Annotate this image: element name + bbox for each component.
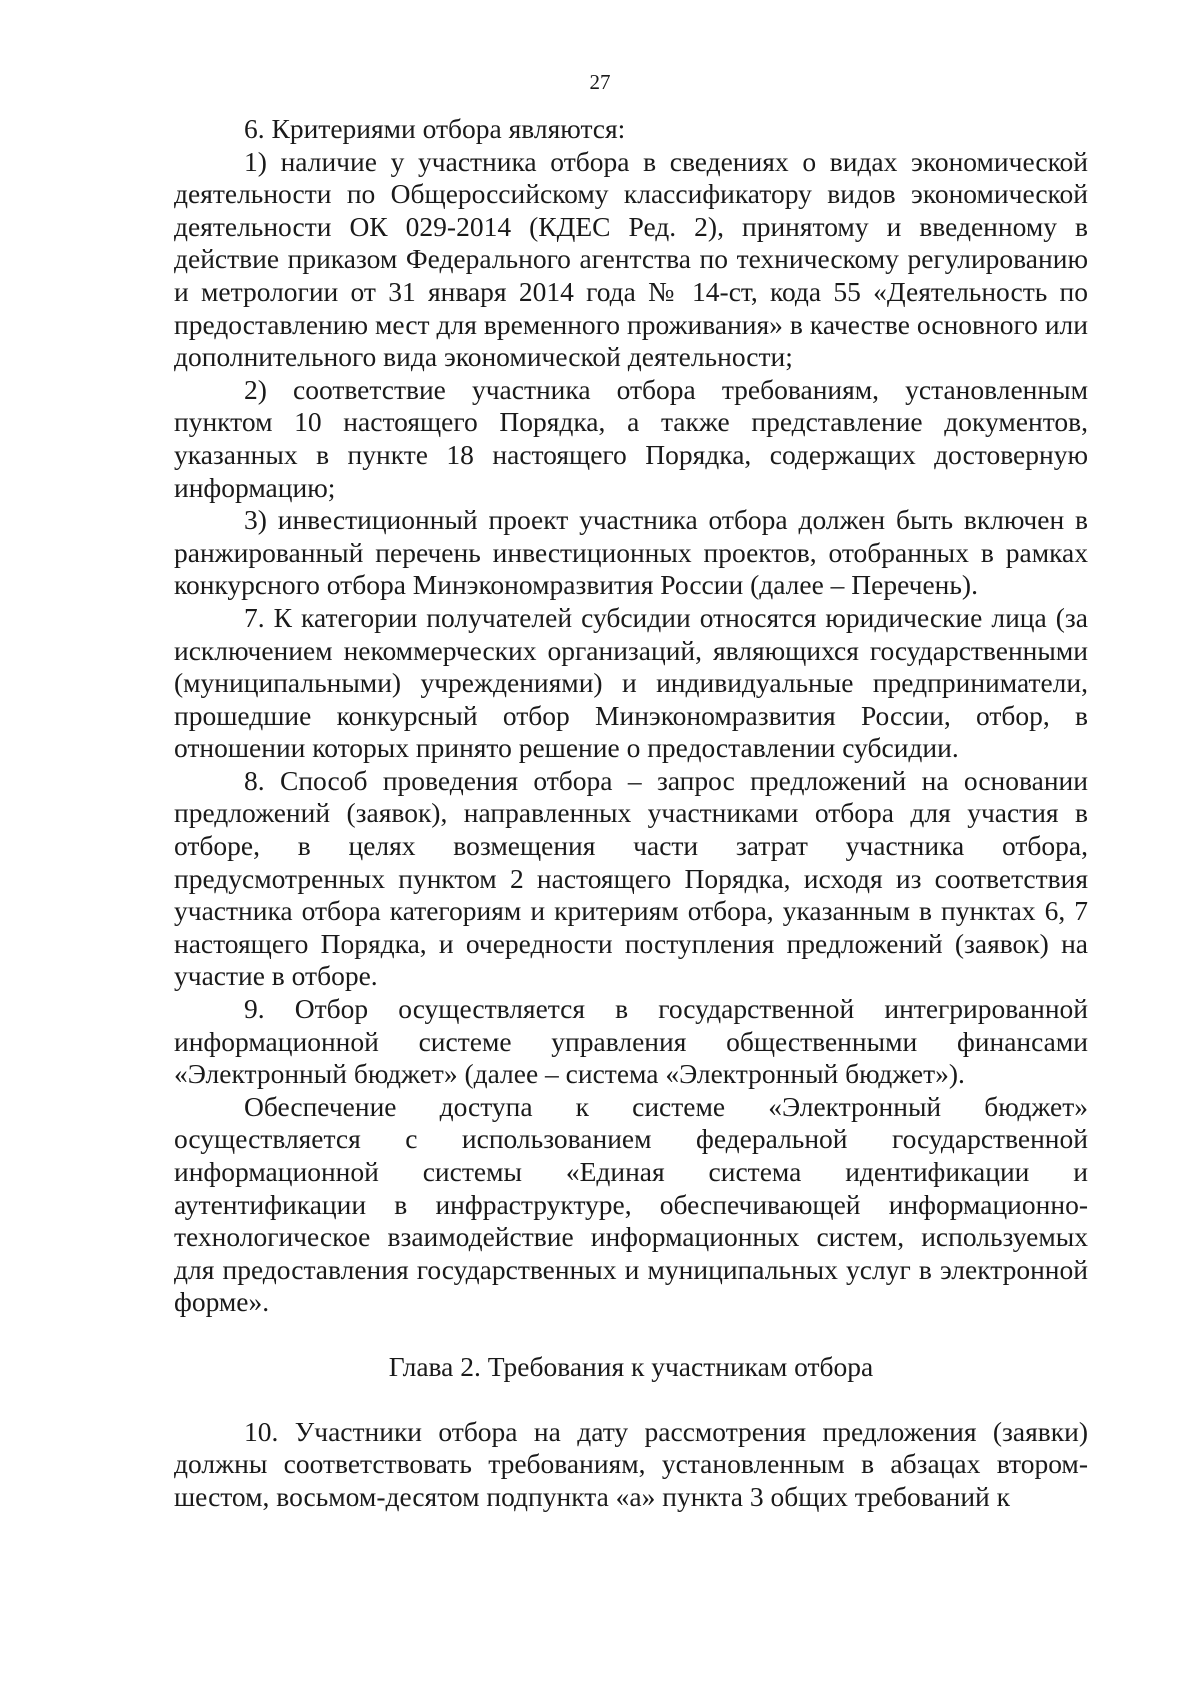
paragraph-item-7: 7. К категории получателей субсидии относятся юридические лица (за исключением некоммерческих организаций, являющихся государственными (муниципальными) учреждениями) и индивидуальные предприниматели, прошедшие конкурсный отбор Минэкономразвития России, отбор, в отношении которых принято решение о предоставлении субсидии. xyxy=(174,601,1088,764)
paragraph-criterion-1: 1) наличие у участника отбора в сведениях о видах экономической деятельности по Общероссийскому классификатору видов экономической деятельности ОК 029-2014 (КДЕС Ред. 2), принятому и введенному в действие приказом Федерального агентства по техническому регулированию и метрологии от 31 января 2014 года № 14-ст, кода 55 «Деятельность по предоставлению мест для временного проживания» в качестве основного или дополнительного вида экономической деятельности; xyxy=(174,145,1088,373)
chapter-heading: Глава 2. Требования к участникам отбора xyxy=(388,1350,874,1382)
paragraph-item-10: 10. Участники отбора на дату рассмотрения предложения (заявки) должны соответствовать требованиям, установленным в абзацах втором-шестом, восьмом-десятом подпункта «а» пункта 3 общих требований к xyxy=(174,1415,1088,1512)
paragraph-access-provision: Обеспечение доступа к системе «Электронный бюджет» осуществляется с использованием федеральной государственной информационной системы «Единая система идентификации и аутентификации в инфраструктуре, обеспечивающей информационно-технологическое взаимодействие информационных систем, используемых для предоставления государственных и муниципальных услуг в электронной форме». xyxy=(174,1090,1088,1318)
paragraph-criterion-2: 2) соответствие участника отбора требованиям, установленным пунктом 10 настоящего Порядка, а также представление документов, указанных в пункте 18 настоящего Порядка, содержащих достоверную информацию; xyxy=(174,373,1088,503)
paragraph-item-9: 9. Отбор осуществляется в государственной интегрированной информационной системе управления общественными финансами «Электронный бюджет» (далее – система «Электронный бюджет»). xyxy=(174,993,1088,1090)
paragraph-criterion-3: 3) инвестиционный проект участника отбора должен быть включен в ранжированный перечень инвестиционных проектов, отобранных в рамках конкурсного отбора Минэкономразвития России (далее – Перечень). xyxy=(174,504,1088,601)
page-number: 27 xyxy=(589,70,611,94)
document-body xyxy=(174,113,1088,1513)
paragraph-item-8: 8. Способ проведения отбора – запрос предложений на основании предложений (заявок), направленных участниками отбора для участия в отборе, в целях возмещения части затрат участника отбора, предусмотренных пунктом 2 настоящего Порядка, исходя из соответствия участника отбора категориям и критериям отбора, указанным в пунктах 6, 7 настоящего Порядка, и очередности поступления предложений (заявок) на участие в отборе. xyxy=(174,764,1088,992)
paragraph-criteria-heading: 6. Критериями отбора являются: xyxy=(244,113,626,144)
